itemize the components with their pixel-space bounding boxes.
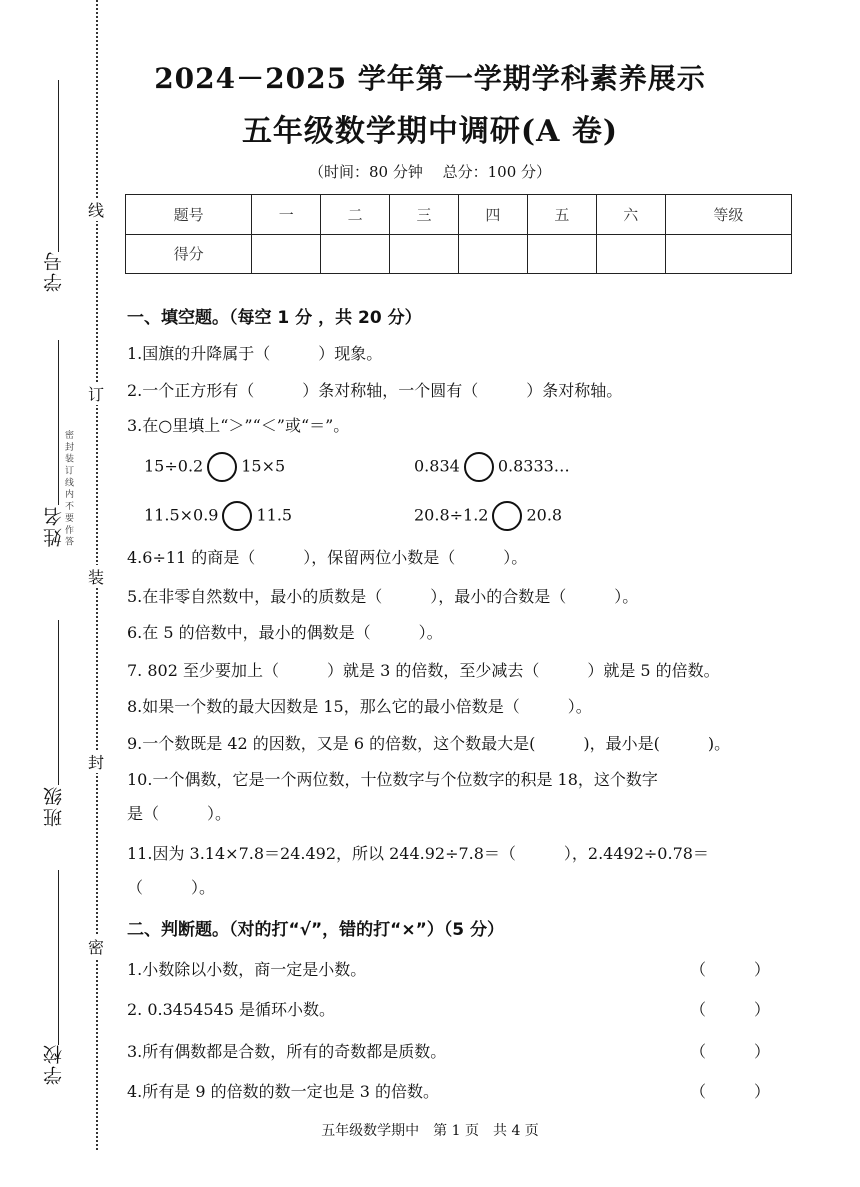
question-1: 1.国旗的升降属于（ ）现象。 [127,344,383,363]
score-cell: 得分 [126,234,252,274]
school-label: 学校 [43,1043,65,1085]
compare-circle[interactable] [492,501,522,531]
question-10-line2: 是（ ）。 [127,804,232,823]
question-8: 8.如果一个数的最大因数是 15，那么它的最小倍数是（ ）。 [127,697,592,716]
judge-2: 2. 0.3454545 是循环小数。 [127,1000,335,1019]
compare-circle[interactable] [222,501,252,531]
compare-row [144,501,292,531]
score-cell: 四 [458,195,527,235]
time-info: （时间：80 分钟 总分：100 分） [308,163,552,181]
seal-char-mi: 密 [88,935,104,958]
compare-left: 20.8÷1.2 [414,505,489,525]
seal-char-xian: 线 [88,198,104,221]
judge-3: 3.所有偶数都是合数，所有的奇数都是质数。 [127,1042,447,1061]
question-9: 9.一个数既是 42 的因数，又是 6 的倍数，这个数最大是( )，最小是( )。 [127,734,731,753]
score-input-cell[interactable] [321,234,390,274]
compare-right: 20.8 [526,505,563,525]
score-cell: 一 [252,195,321,235]
answer-parentheses[interactable]: （ ） [690,1000,771,1019]
question-10-line1: 10.一个偶数，它是一个两位数，十位数字与个位数字的积是 18，这个数字 [127,770,658,789]
compare-row [414,501,562,531]
compare-left: 0.834 [414,456,460,476]
class-label: 班级 [43,785,65,827]
seal-char-ding: 订 [88,382,104,405]
score-input-cell[interactable] [527,234,596,274]
question-7: 7. 802 至少要加上（ ）就是 3 的倍数，至少减去（ ）就是 5 的倍数。 [127,661,720,680]
judge-1: 1.小数除以小数，商一定是小数。 [127,960,367,979]
compare-circle[interactable] [464,452,494,482]
score-input-cell[interactable] [596,234,665,274]
score-cell: 三 [390,195,459,235]
judge-4: 4.所有是 9 的倍数的数一定也是 3 的倍数。 [127,1082,439,1101]
score-cell: 题号 [126,195,252,235]
answer-parentheses[interactable]: （ ） [690,960,771,979]
answer-parentheses[interactable]: （ ） [690,1042,771,1061]
score-table [125,194,792,274]
question-4: 4.6÷11 的商是（ ），保留两位小数是（ ）。 [127,548,528,567]
question-11-line1: 11.因为 3.14×7.8＝24.492，所以 244.92÷7.8＝（ ），2.4492÷0.78＝ [127,844,709,863]
question-11-line2: （ ）。 [127,878,216,897]
seal-instruction-vertical: 密 封 装 订 线 内 不 要 作 答 [63,430,73,546]
score-cell: 二 [321,195,390,235]
score-input-cell[interactable] [252,234,321,274]
compare-row [144,452,285,482]
answer-parentheses[interactable]: （ ） [690,1082,771,1101]
score-input-cell[interactable] [665,234,791,274]
section1-title: 一、填空题。（每空 1 分 ，共 20 分） [127,308,422,328]
score-cell: 五 [527,195,596,235]
score-cell: 六 [596,195,665,235]
compare-right: 11.5 [256,505,293,525]
compare-circle[interactable] [207,452,237,482]
compare-right: 15×5 [241,456,286,476]
score-cell: 等级 [665,195,791,235]
question-6: 6.在 5 的倍数中，最小的偶数是（ ）。 [127,623,443,642]
section2-title: 二、判断题。（对的打“√”，错的打“×”）（5 分） [127,920,505,940]
school-underline [58,870,59,1045]
seal-char-feng: 封 [88,750,104,773]
compare-right: 0.8333… [497,456,570,476]
page-footer: 五年级数学期中 第 1 页 共 4 页 [321,1123,539,1139]
question-3: 3.在○里填上“＞”“＜”或“＝”。 [127,416,350,435]
name-label: 姓名 [43,505,65,547]
score-input-cell[interactable] [390,234,459,274]
compare-row [414,452,570,482]
question-2: 2.一个正方形有（ ）条对称轴，一个圆有（ ）条对称轴。 [127,381,623,400]
compare-left: 15÷0.2 [144,456,204,476]
question-5: 5.在非零自然数中，最小的质数是（ ），最小的合数是（ ）。 [127,587,639,606]
compare-left: 11.5×0.9 [144,505,219,525]
exam-subtitle: 五年级数学期中调研(A 卷) [241,114,619,149]
score-input-cell[interactable] [458,234,527,274]
seal-char-zhuang: 装 [88,565,104,588]
class-underline [58,620,59,785]
exam-title: 2024－2025 学年第一学期学科素养展示 [154,62,706,95]
student-id-label: 学号 [43,250,65,292]
